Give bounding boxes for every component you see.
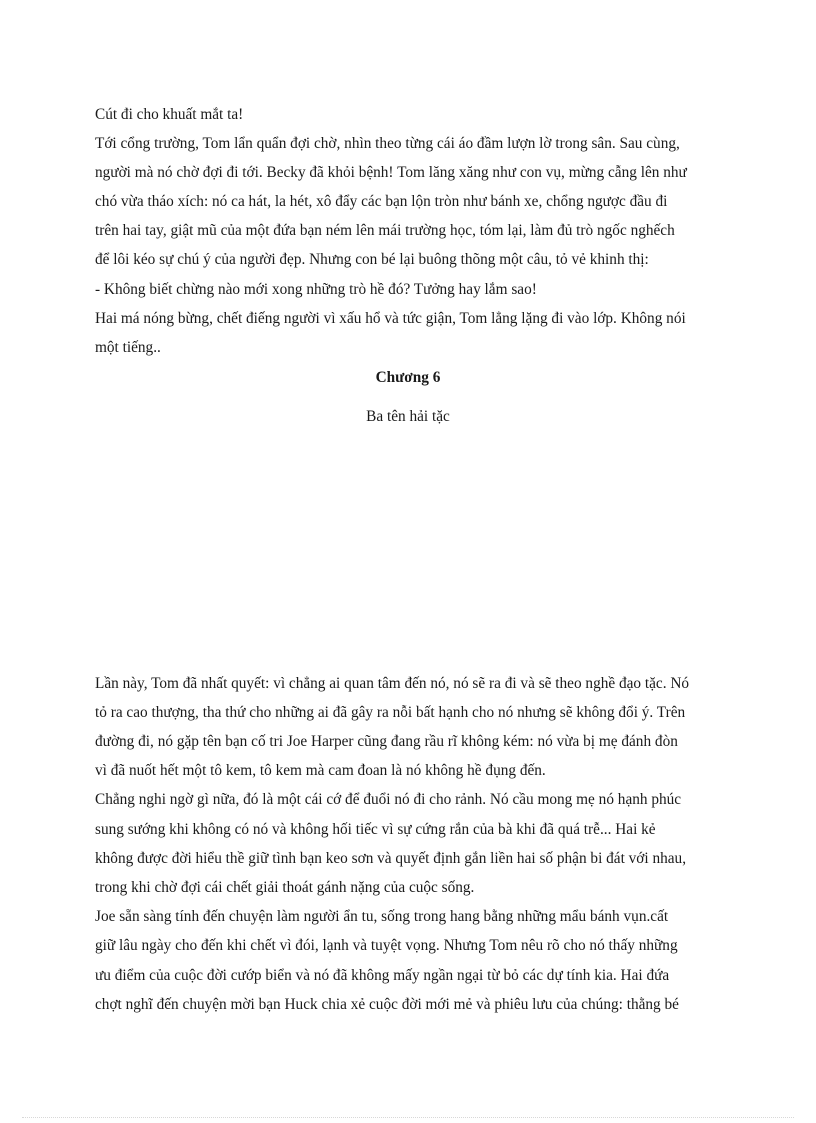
text-line: người mà nó chờ đợi đi tới. Becky đã khỏi bệnh! Tom lăng xăng như con vụ, mừng cẫng lên như xyxy=(95,164,687,181)
text-line: tỏ ra cao thượng, tha thứ cho những ai đã gây ra nỗi bất hạnh cho nó nhưng sẽ không đổi ý. Trên xyxy=(95,704,686,721)
text-line: một tiếng.. xyxy=(95,339,161,356)
chapter-subtitle: Ba tên hải tặc xyxy=(366,408,450,425)
text-line: chợt nghĩ đến chuyện mời bạn Huck chia xẻ cuộc đời mới mẻ và phiêu lưu của chúng: thằng bé xyxy=(95,996,679,1013)
text-line: để lôi kéo sự chú ý của người đẹp. Nhưng con bé lại buông thõng một câu, tỏ vẻ khinh thị: xyxy=(95,251,649,268)
text-line: trên hai tay, giật mũ của một đứa bạn ném lên mái trường học, tóm lại, làm đủ trò ngốc nghếch xyxy=(95,222,675,239)
text-line: ưu điểm của cuộc đời cướp biển và nó đã không mấy ngần ngại từ bỏ các dự tính kia. Hai đứa xyxy=(95,967,670,984)
chapter-title: Chương 6 xyxy=(375,369,441,386)
text-line: Tới cổng trường, Tom lẩn quẩn đợi chờ, nhìn theo từng cái áo đầm lượn lờ trong sân. Sau cùng, xyxy=(95,135,680,152)
text-line: chó vừa tháo xích: nó ca hát, la hét, xô đẩy các bạn lộn tròn như bánh xe, chổng ngược đầu đi xyxy=(95,193,668,210)
text-line: Chẳng nghi ngờ gì nữa, đó là một cái cớ để đuổi nó đi cho rảnh. Nó cầu mong mẹ nó hạnh phúc xyxy=(95,791,682,808)
text-line: Lần này, Tom đã nhất quyết: vì chẳng ai quan tâm đến nó, nó sẽ ra đi và sẽ theo nghề đạo tặc. Nó xyxy=(95,675,690,692)
text-line: không được đời hiểu thề giữ tình bạn keo sơn và quyết định gắn liền hai số phận bi đát với nhau, xyxy=(95,850,687,867)
text-line: Cút đi cho khuất mắt ta! xyxy=(95,106,244,123)
text-line: giữ lâu ngày cho đến khi chết vì đói, lạnh và tuyệt vọng. Nhưng Tom nêu rõ cho nó thấy những xyxy=(95,937,678,954)
text-line: đường đi, nó gặp tên bạn cố tri Joe Harper cũng đang rầu rĩ không kém: nó vừa bị mẹ đánh đòn xyxy=(95,733,678,750)
text-line: trong khi chờ đợi cái chết giải thoát gánh nặng của cuộc sống. xyxy=(95,879,475,896)
page-bottom-rule xyxy=(22,1117,794,1118)
text-line: Hai má nóng bừng, chết điếng người vì xấu hổ và tức giận, Tom lẳng lặng đi vào lớp. Không nói xyxy=(95,310,686,327)
text-line: sung sướng khi không có nó và không hối tiếc vì sự cứng rắn của bà khi đã quá trễ... Hai kẻ xyxy=(95,821,656,838)
text-line: vì đã nuốt hết một tô kem, tô kem mà cam đoan là nó không hề đụng đến. xyxy=(95,762,546,779)
text-line: - Không biết chừng nào mới xong những trò hề đó? Tưởng hay lắm sao! xyxy=(95,281,537,298)
text-line: Joe sẵn sàng tính đến chuyện làm người ẩn tu, sống trong hang bằng những mẩu bánh vụn.cất xyxy=(95,908,669,925)
